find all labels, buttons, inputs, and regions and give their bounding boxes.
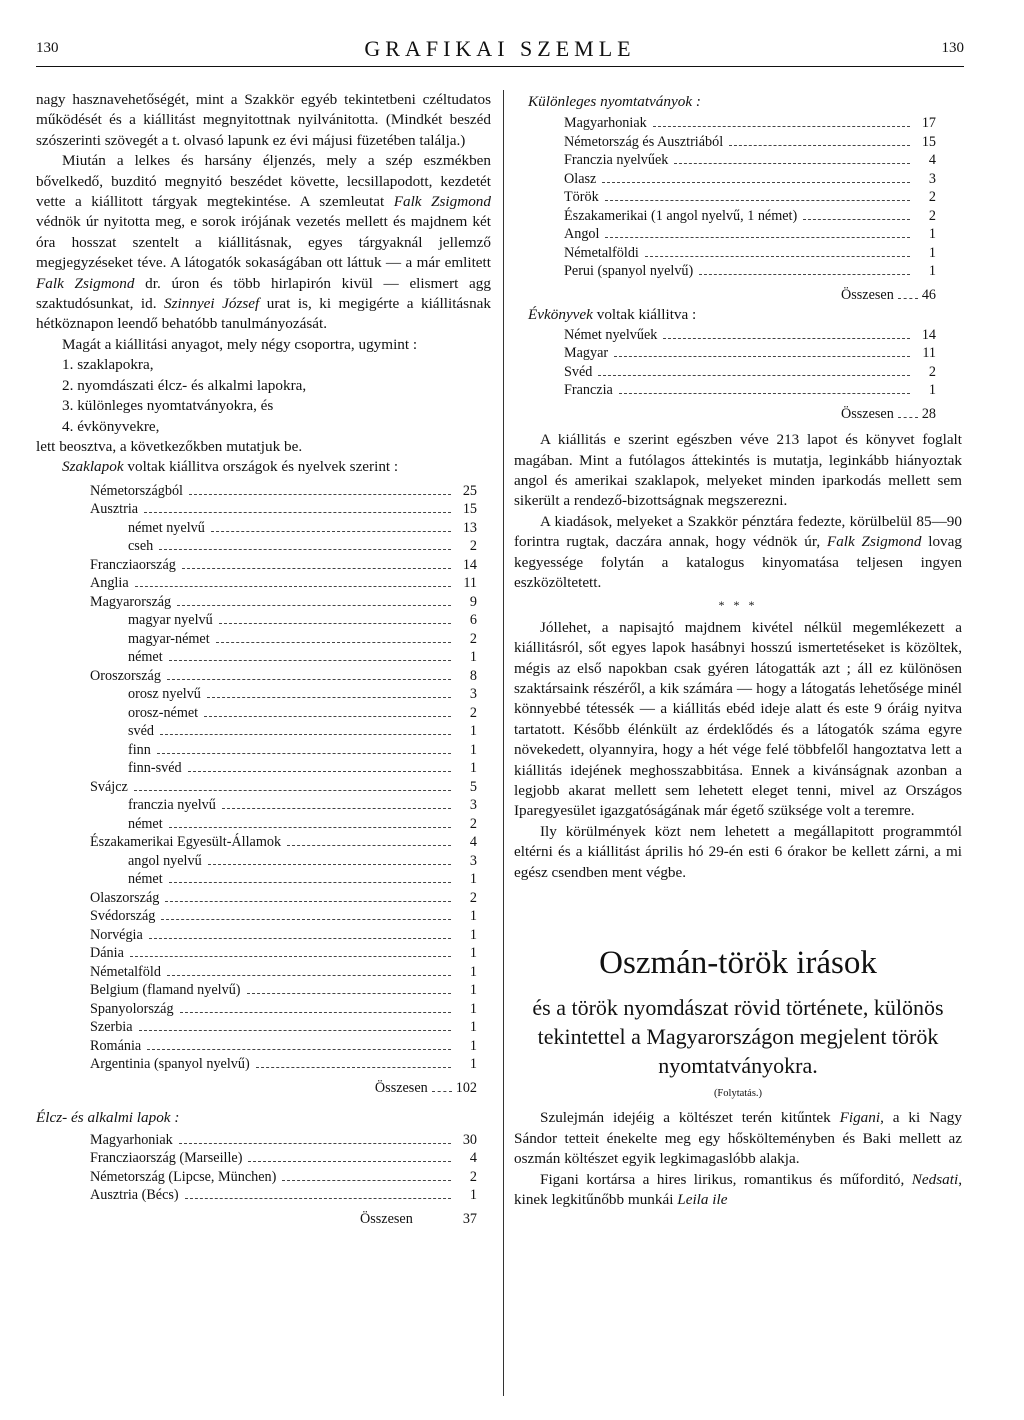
text-run: , a ki Nagy Sándor tetteit énekelte meg egy hőskölteményben és Baki mellett az oszmán költészet egyik legkimagaslóbb alakja.: [514, 1109, 962, 1168]
row-value: 1: [928, 382, 936, 399]
person-name: Falk Zsigmond: [826, 533, 922, 551]
row-value: 30: [462, 1131, 477, 1148]
leader-dots: [287, 845, 451, 846]
section-asterisks: * * *: [718, 598, 758, 613]
row-label: német nyelvű: [128, 519, 205, 536]
paragraph-costs: [514, 512, 962, 594]
paragraph-groups-end: lett beosztva, a következőkben mutatjuk be.: [36, 437, 303, 455]
leader-dots: [177, 605, 451, 606]
table-row: [90, 741, 477, 760]
szaklapok-total: [36, 1078, 477, 1098]
text-run: védnök úr nyitotta meg, e sorok irójának vezetés mellett és majdnem két óra hosszat szentelt a kiállitásnak, egyes tárgyaknál jellemző megjegyzéseket téve. A látogatók sokaságában ott láttuk — a már emlitett: [36, 213, 491, 272]
page-header: [36, 36, 964, 67]
leader-dots: [653, 126, 910, 127]
text-run: Miután a lelkes és harsány éljenzés, mely a szép eszmékben bővelkedő, buzditó megnyitó beszédet követte, lecsillapodott, kezdetét vette a kiállitott tárgyak megtekintése. A szemleutat: [36, 152, 491, 211]
leader-dots: [211, 531, 451, 532]
row-value: 11: [463, 575, 477, 592]
row-label: német: [128, 815, 163, 832]
table-row: [90, 685, 477, 704]
row-label: Argentinia (spanyol nyelvű): [90, 1056, 250, 1073]
leader-dots: [161, 919, 451, 920]
leader-dots: [147, 1049, 451, 1050]
row-label: Olasz: [564, 170, 597, 187]
table-row: [90, 630, 477, 649]
row-value: 2: [469, 1168, 477, 1185]
leader-dots: [135, 586, 451, 587]
spacer: [514, 883, 962, 943]
table-row: [564, 363, 936, 382]
kulonleges-table: [564, 114, 936, 281]
row-label: Németország (Lipcse, München): [90, 1168, 277, 1185]
paragraph-groups-intro: Magát a kiállitási anyagot, mely négy csoportra, ugymint :: [62, 335, 418, 353]
evkonyv-total: [514, 404, 936, 424]
leader-dots: [185, 1198, 451, 1199]
row-value: 3: [469, 797, 477, 814]
row-label: Német nyelvűek: [564, 326, 658, 343]
leader-dots: [134, 790, 451, 791]
person-name: Falk Zsigmond: [36, 274, 135, 292]
leader-dots: [179, 1143, 451, 1144]
table-row: [564, 326, 936, 345]
row-label: Francziaország (Marseille): [90, 1150, 243, 1167]
table-row: [90, 1000, 477, 1019]
total-value: 28: [921, 405, 936, 422]
article-subtitle: és a török nyomdászat rövid története, különös tekintettel a Magyarországon megjelent török nyomtatványokra.: [532, 995, 944, 1079]
continued-note: (Folytatás.): [713, 1088, 763, 1100]
text-run: voltak kiállitva :: [592, 306, 697, 324]
row-value: 15: [921, 133, 936, 150]
leader-dots: [432, 1091, 452, 1092]
row-value: 1: [469, 1019, 477, 1036]
leader-dots: [139, 1030, 451, 1031]
row-label: svéd: [128, 723, 155, 740]
leader-dots: [188, 771, 451, 772]
list-item: 1. szaklapokra,: [62, 356, 154, 374]
row-label: Románia: [90, 1037, 142, 1054]
row-value: 1: [469, 926, 477, 943]
table-row: [564, 244, 936, 263]
paragraph-nedsati: [514, 1170, 962, 1211]
person-name: Nedsati: [911, 1170, 959, 1188]
text-run: dr. úron és több hirlapirón kivül — elismert agg szaktudósunkat, id.: [36, 274, 491, 313]
row-value: 1: [469, 982, 477, 999]
leader-dots: [619, 393, 910, 394]
table-row: [90, 556, 477, 575]
row-label: Ausztria (Bécs): [90, 1187, 179, 1204]
row-value: 11: [922, 345, 936, 362]
leader-dots: [898, 417, 918, 418]
paragraph-summary: A kiállitás e szerint egészben véve 213 lapot és könyvet foglalt magában. Mint a futólagos áttekintés is mutatja, leginkább hiányoztak angol és amerikai szaklapok, melyeket minden iparkodás mellett sem sikerült a rendező-bizottságnak megszerezni.: [514, 431, 962, 510]
table-row: [564, 133, 936, 152]
table-row: [90, 667, 477, 686]
text-run: Szulejmán idejéig a költészet terén kitűntek: [540, 1109, 840, 1127]
table-row: [90, 722, 477, 741]
column-divider: [503, 90, 504, 1396]
evkonyv-heading: [528, 305, 962, 325]
leader-dots: [169, 660, 451, 661]
elcz-heading: Élcz- és alkalmi lapok :: [36, 1109, 180, 1127]
leader-dots: [605, 237, 910, 238]
leader-dots: [729, 145, 910, 146]
leader-dots: [208, 864, 451, 865]
leader-dots: [602, 182, 910, 183]
row-value: 6: [469, 612, 477, 629]
leader-dots: [614, 356, 910, 357]
row-label: magyar nyelvű: [128, 612, 213, 629]
text-run: Figani kortársa a hires lirikus, romantikus és műforditó,: [540, 1170, 912, 1188]
table-row: [90, 519, 477, 538]
total-label: Összesen: [841, 405, 894, 422]
row-label: Franczia nyelvűek: [564, 152, 669, 169]
leader-dots: [605, 200, 910, 201]
row-value: 1: [469, 723, 477, 740]
row-value: 2: [928, 189, 936, 206]
paragraph-press: Jóllehet, a napisajtó majdnem kivétel nélkül megemlékezett a kiállitásról, sőt egyes lapok hasábnyi hosszú ismertetéseket is közöltek, mégis az első napokban csak gyéren látogatták azt ; áll ez különösen szaktársaink részéről, a kik számára — hogy a látogatás lehetősége minél könnyebbé tétessék — a kiállitás ebéd ideje alatt és este 9 óráig nyitva tartatott. Később élénkült az érdeklődés és a látogatók száma egyre növekedett, olyannyira, hogy a hét vége felé többfelől hangoztatva lett a kiállitás idejének meghosszabbitása. Ennek a kivánságnak azonban a legjobb akarat mellett sem lehetett eleget tenni, mivel az Országos Iparegyesület igazgatóságának már égető szüksége volt a teremre.: [514, 618, 962, 820]
row-label: Svéd: [564, 363, 593, 380]
table-row: [90, 796, 477, 815]
work-title: Leila ile: [677, 1191, 728, 1209]
row-label: finn-svéd: [128, 760, 182, 777]
row-label: angol nyelvű: [128, 852, 202, 869]
leader-dots: [165, 901, 451, 902]
row-value: 1: [469, 760, 477, 777]
row-label: finn: [128, 741, 151, 758]
leader-dots: [159, 549, 451, 550]
leader-dots: [189, 494, 451, 495]
leader-dots: [180, 1012, 451, 1013]
table-row: [90, 500, 477, 519]
row-value: 1: [928, 263, 936, 280]
row-label: cseh: [128, 538, 154, 555]
row-value: 2: [469, 704, 477, 721]
text-run: lovag kegyessége folytán a katalogus kinyomatása teljesen ingyen eszközöltetett.: [514, 533, 962, 591]
row-label: Északamerikai (1 angol nyelvű, 1 német): [564, 207, 798, 224]
section-term: Évkönyvek: [528, 306, 593, 324]
total-label: Összesen: [841, 286, 894, 303]
row-value: 1: [928, 244, 936, 261]
table-row: [90, 926, 477, 945]
leader-dots: [216, 642, 451, 643]
row-label: Dánia: [90, 945, 124, 962]
leader-dots: [182, 568, 451, 569]
row-label: Svájcz: [90, 778, 128, 795]
row-value: 1: [469, 963, 477, 980]
row-value: 1: [469, 1037, 477, 1054]
row-value: 8: [469, 667, 477, 684]
leader-dots: [167, 975, 451, 976]
table-row: [90, 944, 477, 963]
row-label: Németalföld: [90, 963, 161, 980]
kulonleges-total: [514, 285, 936, 305]
text-run: voltak kiállitva országok és nyelvek szerint :: [123, 458, 399, 476]
row-label: Németalföldi: [564, 244, 639, 261]
row-label: Szerbia: [90, 1019, 133, 1036]
row-value: 2: [928, 363, 936, 380]
paragraph-opening-tour: [36, 151, 491, 335]
text-run: urat is, ki megigérte a kiállitásnak hétköznapon leendő behatóbb tanulmányozását.: [36, 295, 492, 333]
table-row: [564, 188, 936, 207]
leader-dots: [157, 753, 451, 754]
row-label: Németországból: [90, 482, 183, 499]
list-item: 2. nyomdászati élcz- és alkalmi lapokra,: [62, 376, 307, 394]
table-row: [90, 889, 477, 908]
table-row: [90, 1037, 477, 1056]
paragraph-szaklapok-intro: [36, 457, 491, 477]
row-value: 3: [469, 852, 477, 869]
text-run: A kiadások, melyeket a Szakkör pénztára fedezte, körülbelül 85—90 forintra rugtak, daczára annak, hogy védnök úr,: [514, 512, 962, 551]
row-value: 1: [469, 649, 477, 666]
leader-dots: [663, 338, 910, 339]
table-row: [564, 262, 936, 281]
row-label: Olaszország: [90, 889, 160, 906]
row-value: 1: [469, 871, 477, 888]
total-value: 102: [455, 1079, 477, 1096]
journal-title: GRAFIKAI SZEMLE: [364, 36, 636, 61]
leader-dots: [898, 298, 918, 299]
row-value: 2: [469, 815, 477, 832]
row-value: 3: [928, 170, 936, 187]
leader-dots: [282, 1180, 451, 1181]
row-label: Magyar: [564, 345, 609, 362]
elcz-total: [36, 1209, 477, 1229]
list-item: 3. különleges nyomtatványokra, és: [62, 397, 274, 415]
article-title: Oszmán-török irások: [599, 945, 877, 982]
row-value: 4: [469, 1150, 477, 1167]
row-label: német: [128, 649, 163, 666]
leader-dots: [674, 163, 910, 164]
table-row: [90, 778, 477, 797]
leader-dots: [256, 1067, 451, 1068]
right-column: [514, 90, 962, 1211]
table-row: [564, 114, 936, 133]
elcz-table: [90, 1131, 477, 1205]
leader-dots: [144, 512, 451, 513]
person-name: Figani: [839, 1109, 881, 1127]
table-row: [90, 870, 477, 889]
table-row: [90, 907, 477, 926]
total-value: 37: [462, 1210, 477, 1227]
row-value: 1: [928, 226, 936, 243]
row-value: 1: [469, 1000, 477, 1017]
row-label: Északamerikai Egyesült-Államok: [90, 834, 282, 851]
table-row: [564, 381, 936, 400]
row-value: 1: [469, 741, 477, 758]
paragraph-closing: Ily körülmények közt nem lehetett a megállapitott programmtól eltérni és a kiállitást április hó 29-én esti 6 órakor be kellett zárni, a mi egész csendben ment végbe.: [514, 822, 962, 881]
table-row: [90, 482, 477, 501]
page-number-left: 130: [36, 40, 59, 56]
row-value: 1: [469, 1056, 477, 1073]
row-label: Anglia: [90, 575, 129, 592]
leader-dots: [169, 882, 451, 883]
table-row: [90, 1055, 477, 1074]
leader-dots: [219, 623, 451, 624]
szaklapok-table: [90, 482, 477, 1074]
person-name: Szinnyei József: [164, 295, 260, 313]
row-label: franczia nyelvű: [128, 797, 216, 814]
row-value: 5: [469, 778, 477, 795]
total-value: 46: [921, 286, 936, 303]
row-label: Magyarhoniak: [564, 115, 647, 132]
text-run: , kinek legkitűnőbb munkái: [514, 1170, 962, 1209]
table-row: [90, 1186, 477, 1205]
row-value: 14: [462, 556, 477, 573]
row-label: Oroszország: [90, 667, 161, 684]
table-row: [90, 759, 477, 778]
row-value: 2: [469, 538, 477, 555]
page-number-right: 130: [941, 40, 964, 56]
row-value: 1: [469, 908, 477, 925]
row-value: 1: [469, 1187, 477, 1204]
row-label: Perui (spanyol nyelvű): [564, 263, 694, 280]
evkonyv-table: [564, 326, 936, 400]
paragraph-opening: nagy hasznavehetőségét, mint a Szakkör egyéb tekintetbeni czéltudatos működését és a kiállitást megnyitottnak nyilvánitotta. (Mindkét beszéd szószerinti szövegét a t. olvasó lapunk ez évi májusi füzetében találja.): [36, 91, 491, 149]
row-value: 9: [469, 593, 477, 610]
row-label: német: [128, 871, 163, 888]
row-value: 25: [462, 482, 477, 499]
row-value: 14: [921, 326, 936, 343]
leader-dots: [803, 219, 910, 220]
table-row: [564, 170, 936, 189]
leader-dots: [160, 734, 451, 735]
table-row: [564, 151, 936, 170]
left-column: [36, 90, 491, 1229]
row-label: Francziaország: [90, 556, 176, 573]
leader-dots: [207, 697, 451, 698]
row-label: orosz-német: [128, 704, 199, 721]
table-row: [90, 537, 477, 556]
row-label: Török: [564, 189, 599, 206]
table-row: [90, 704, 477, 723]
group-list: [36, 355, 491, 437]
row-label: Spanyolország: [90, 1000, 174, 1017]
row-label: magyar-német: [128, 630, 210, 647]
row-value: 15: [462, 501, 477, 518]
table-row: [564, 207, 936, 226]
row-label: Franczia: [564, 382, 613, 399]
leader-dots: [645, 256, 910, 257]
leader-dots: [130, 956, 451, 957]
table-row: [90, 648, 477, 667]
leader-dots: [149, 938, 451, 939]
table-row: [90, 1168, 477, 1187]
total-label: Összesen: [374, 1079, 428, 1096]
kulonleges-heading: Különleges nyomtatványok :: [528, 93, 701, 110]
table-row: [90, 593, 477, 612]
row-value: 1: [469, 945, 477, 962]
leader-dots: [247, 993, 451, 994]
row-label: Ausztria: [90, 501, 139, 518]
table-row: [564, 225, 936, 244]
row-label: Magyarhoniak: [90, 1131, 173, 1148]
row-value: 2: [928, 207, 936, 224]
table-row: [90, 574, 477, 593]
leader-dots: [169, 827, 451, 828]
row-value: 2: [469, 630, 477, 647]
table-row: [90, 611, 477, 630]
leader-dots: [167, 679, 451, 680]
row-label: Belgium (flamand nyelvű): [90, 982, 241, 999]
table-row: [90, 833, 477, 852]
paragraph-figani: [514, 1108, 962, 1169]
row-value: 2: [469, 889, 477, 906]
row-value: 4: [928, 152, 936, 169]
row-label: Angol: [564, 226, 600, 243]
table-row: [90, 963, 477, 982]
person-name: Falk Zsigmond: [393, 193, 491, 211]
table-row: [90, 1149, 477, 1168]
list-item: 4. évkönyvekre,: [62, 417, 160, 435]
table-row: [90, 1131, 477, 1150]
row-value: 13: [462, 519, 477, 536]
leader-dots: [248, 1161, 451, 1162]
leader-dots: [598, 375, 910, 376]
row-label: orosz nyelvű: [128, 686, 201, 703]
table-row: [90, 981, 477, 1000]
table-row: [90, 1018, 477, 1037]
row-label: Svédország: [90, 908, 156, 925]
row-value: 17: [921, 115, 936, 132]
leader-dots: [222, 808, 451, 809]
row-value: 3: [469, 686, 477, 703]
leader-dots: [204, 716, 451, 717]
leader-dots: [699, 274, 910, 275]
table-row: [564, 344, 936, 363]
table-row: [90, 815, 477, 834]
row-label: Németország és Ausztriából: [564, 133, 724, 150]
row-value: 4: [469, 834, 477, 851]
total-label: Összesen: [360, 1210, 413, 1227]
row-label: Magyarország: [90, 593, 172, 610]
section-term: Szaklapok: [62, 458, 124, 476]
table-row: [90, 852, 477, 871]
row-label: Norvégia: [90, 926, 143, 943]
